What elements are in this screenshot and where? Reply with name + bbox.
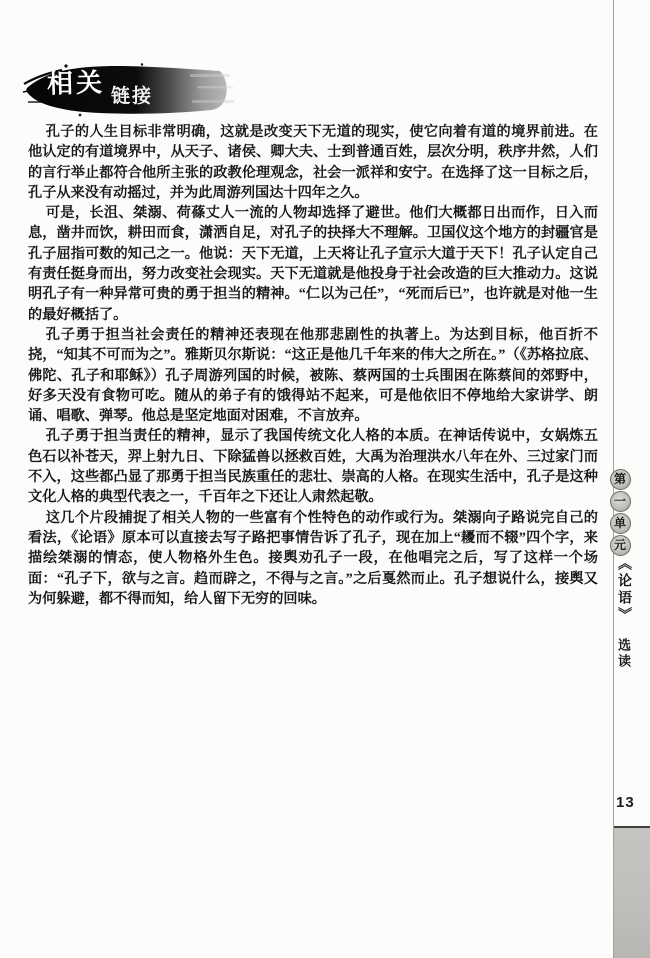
unit-char-circle-3: 单 (610, 513, 631, 534)
article-body (28, 122, 598, 609)
unit-char-circle-2: 一 (610, 491, 631, 512)
unit-char-circle-4: 元 (610, 535, 631, 556)
page-edge-tab (614, 826, 650, 958)
unit-char-circle-1: 第 (610, 469, 631, 490)
banner-title-sub: 链接 (111, 86, 154, 107)
paragraph-4: 孔子勇于担当责任的精神，显示了我国传统文化人格的本质。在神话传说中，女娲炼五色石以补苍天，羿上射九日、下除猛兽以拯救百姓，大禹为治理洪水八年在外、三过家门而不入，这些都凸显了那勇于担当民族重任的悲壮、崇高的人格。在现实生活中，孔子是这种文化人格的典型代表之一，千百年之下还让人肃然起敬。 (28, 428, 598, 506)
paragraph-2: 可是，长沮、桀溺、荷蓧丈人一流的人物却选择了避世。他们大概都日出而作，日入而息，凿井而饮，耕田而食，潇洒自足，对孔子的抉择大不理解。卫国仪这个地方的封疆官是孔子屈指可数的知己之一。他说：天下无道，上天将让孔子宣示大道于天下！孔子认定自己有责任挺身而出，努力改变社会现实。天下无道就是他投身于社会改造的巨大推动力。这说明孔子有一种异常可贵的勇于担当的精神。“仁以为己任”，“死而后已”，也许就是对他一生的最好概括了。 (28, 205, 598, 323)
paragraph-5: 这几个片段捕捉了相关人物的一些富有个性特色的动作或行为。桀溺向子路说完自己的看法，《论语》原本可以直接去写子路把事情告诉了孔子，现在加上“耰而不辍”四个字，来描绘桀溺的情态，使人物格外生色。接舆劝孔子一段，在他唱完之后，写了这样一个场面：“孔子下，欲与之言。趋而辟之，不得与之言。”之后戛然而止。孔子想说什么，接舆又为何躲避，都不得而知，给人留下无穷的回味。 (28, 509, 598, 607)
related-links-banner (22, 62, 238, 118)
paragraph-3: 孔子勇于担当社会责任的精神还表现在他那悲剧性的执著上。为达到目标，他百折不挠，“知其不可而为之”。雅斯贝尔斯说：“这正是他几千年来的伟大之所在。”（《苏格拉底、佛陀、孔子和耶稣》）孔子周游列国的时候，被陈、蔡两国的士兵围困在陈蔡间的郊野中，好多天没有食物可吃。随从的弟子有的饿得站不起来，可是他依旧不停地给大家讲学、朗诵、唱歌、弹琴。他总是坚定地面对困难，不言放弃。 (28, 326, 598, 425)
book-title: 《论语》 (616, 556, 631, 624)
paragraph-1: 孔子的人生目标非常明确，这就是改变天下无道的现实，使它向着有道的境界前进。在他认定的有道境界中，从天子、诸侯、卿大夫、士到普通百姓，层次分明，秩序井然，人们的言行举止都符合他所主张的政教伦理观念，社会一派祥和安宁。在选择了这一目标之后，孔子从来没有动摇过，并为此周游列国达十四年之久。 (28, 124, 598, 201)
unit-label (609, 469, 631, 557)
book-title-vertical (611, 556, 636, 670)
book-subtitle: 选读 (616, 638, 631, 670)
banner-title-main: 相关 (46, 68, 106, 99)
page-number: 13 (616, 794, 635, 811)
